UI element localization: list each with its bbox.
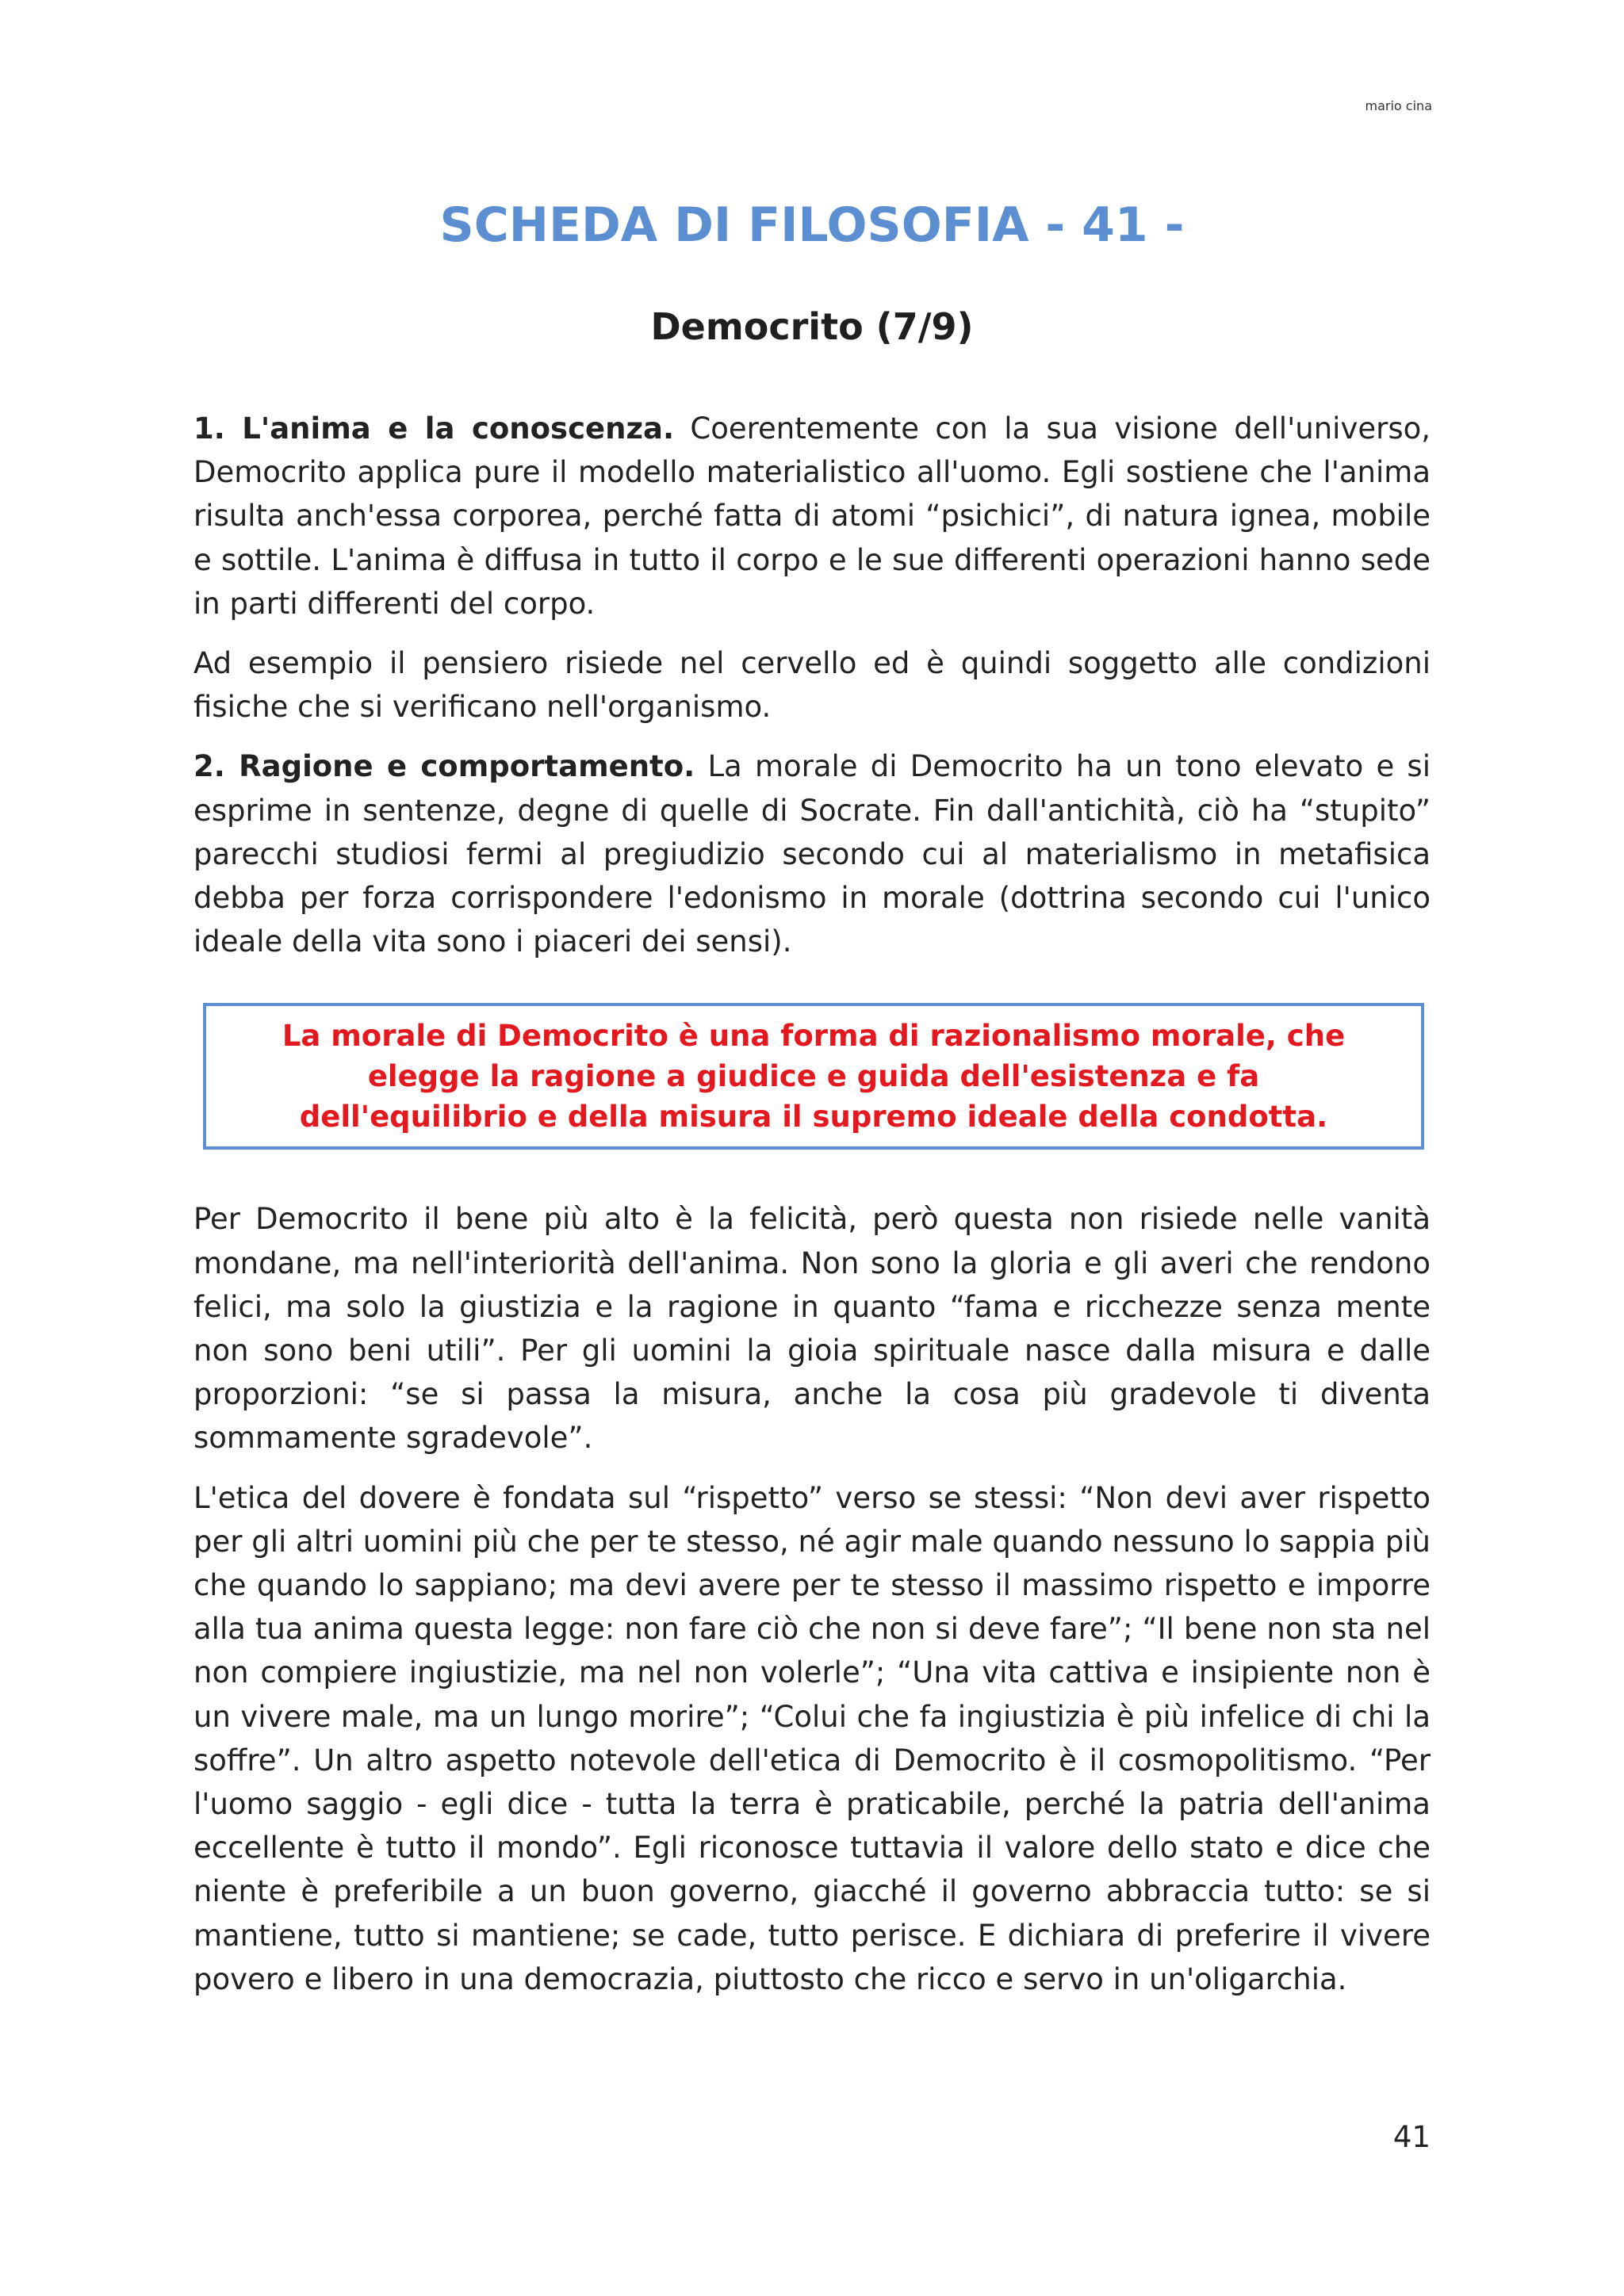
page-title: SCHEDA DI FILOSOFIA - 41 - — [439, 197, 1185, 253]
paragraph-felicita: Per Democrito il bene più alto è la felicità, però questa non risiede nelle vanità mondane, ma nell'interiorità dell'anima. Non sono la gloria e gli averi che rendono felici, ma solo la giustizia e la ragione in quanto “fama e ricchezze senza mente non sono beni utili”. Per gli uomini la gioia spirituale nasce dalla misura e dalle proporzioni: “se si passa la misura, anche la cosa più gradevole ti diventa sommamente sgradevole”. — [193, 1202, 1431, 1456]
page-number: 41 — [1392, 2120, 1431, 2154]
section-heading-anima: 1. L'anima e la conoscenza. — [193, 411, 675, 446]
callout-box — [203, 1003, 1424, 1150]
main-content — [193, 407, 1431, 2017]
author-name: mario cina — [1365, 98, 1432, 113]
paragraph-text: Coerentemente con la sua visione dell'universo, Democrito applica pure il modello materialistico all'uomo. Egli sostiene che l'anima risulta anch'essa corporea, perché fatta di atomi “psichici”, di natura ignea, mobile e sottile. L'anima è diffusa in tutto il corpo e le sue differenti operazioni hanno sede in parti differenti del corpo. — [193, 411, 1431, 621]
paragraph-pensiero: Ad esempio il pensiero risiede nel cervello ed è quindi soggetto alle condizioni fisiche che si verificano nell'organismo. — [193, 646, 1431, 725]
callout-line: elegge la ragione a giudice e guida dell'esistenza e fa — [367, 1059, 1260, 1094]
callout-line: La morale di Democrito è una forma di razionalismo morale, che — [282, 1019, 1346, 1054]
callout-line: dell'equilibrio e della misura il supremo ideale della condotta. — [299, 1100, 1328, 1135]
paragraph-ragione-comportamento — [193, 744, 1431, 963]
page-subtitle: Democrito (7/9) — [650, 305, 974, 348]
section-heading-ragione: 2. Ragione e comportamento. — [193, 749, 695, 784]
paragraph-anima-conoscenza — [193, 407, 1431, 626]
paragraph-text: La morale di Democrito ha un tono elevato e si esprime in sentenze, degne di quelle di Socrate. Fin dall'antichità, ciò ha “stupito” parecchi studiosi fermi al pregiudizio secondo cui al materialismo in metafisica debba per forza corrispondere l'edonismo in morale (dottrina secondo cui l'unico ideale della vita sono i piaceri dei sensi). — [193, 749, 1431, 959]
paragraph-etica-dovere: L'etica del dovere è fondata sul “rispetto” verso se stessi: “Non devi aver rispetto per gli altri uomini più che per te stesso, né agir male quando nessuno lo sappia più che quando lo sappiano; ma devi avere per te stesso il massimo rispetto e imporre alla tua anima questa legge: non fare ciò che non si deve fare”; “Il bene non sta nel non compiere ingiustizie, ma nel non volerle”; “Una vita cattiva e insipiente non è un vivere male, ma un lungo morire”; “Colui che fa ingiustizia è più infelice di chi la soffre”. Un altro aspetto notevole dell'etica di Democrito è il cosmopolitismo. “Per l'uomo saggio - egli dice - tutta la terra è praticabile, perché la patria dell'anima eccellente è tutto il mondo”. Egli riconosce tuttavia il valore dello stato e dice che niente è preferibile a un buon governo, giacché il governo abbraccia tutto: se si mantiene, tutto si mantiene; se cade, tutto perisce. E dichiara di preferire il vivere povero e libero in una democrazia, piuttosto che ricco e servo in un'oligarchia. — [193, 1480, 1431, 1996]
